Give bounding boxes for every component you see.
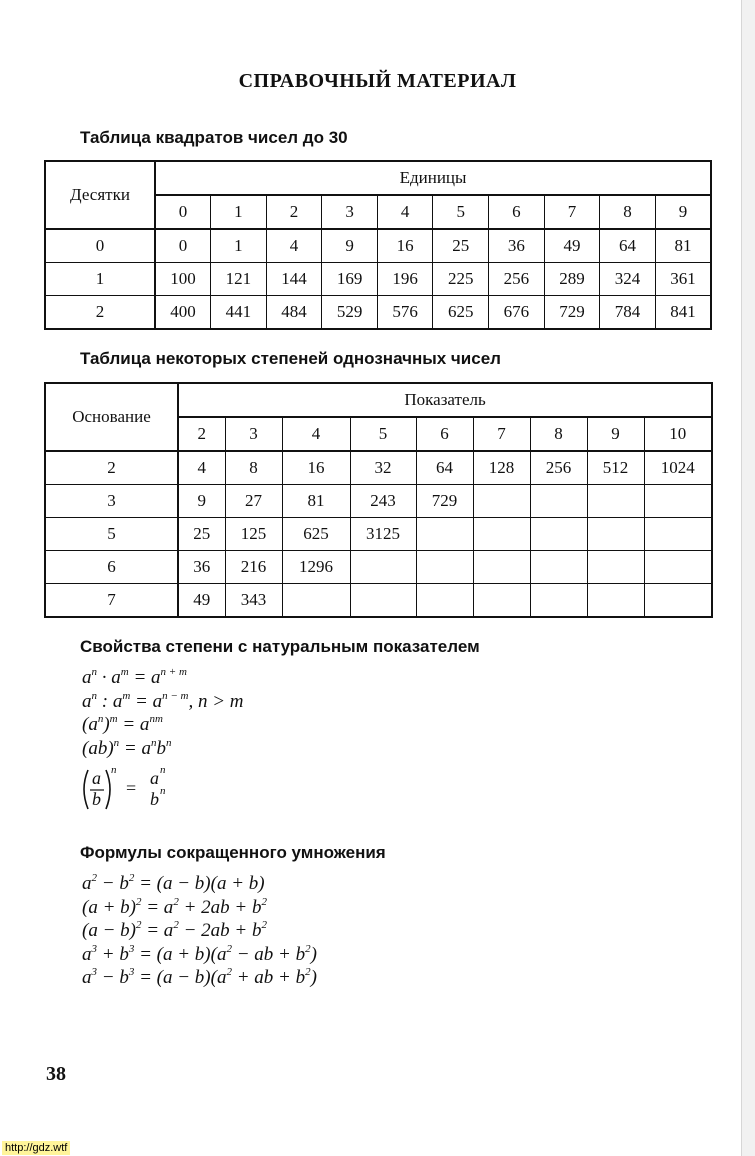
powers-row-label: 5 [45,518,178,551]
formula-square-of-sum: $(a + b)^2 = a^2 + 2ab + b^2$ [82,895,267,918]
table-cell: 3125 [350,518,416,551]
powers-table [44,382,713,618]
table-cell [473,518,530,551]
table-cell [416,584,473,618]
formulas-heading: Формулы сокращенного умножения [80,843,386,862]
table-row [45,229,711,263]
properties-heading: Свойства степени с натуральным показателем [80,637,480,656]
squares-row-label: 2 [45,296,155,330]
formula-square-of-difference: $(a - b)^2 = a^2 - 2ab + b^2$ [82,919,267,941]
powers-col-1: 3 [225,417,282,451]
powers-row-label: 2 [45,451,178,485]
table-cell: 256 [530,451,587,485]
table-cell: 4 [266,229,322,263]
table-cell: 1 [211,229,267,263]
table-cell: 16 [282,451,350,485]
table-cell: 4 [178,451,225,485]
table-cell: 289 [544,263,600,296]
table-cell: 81 [655,229,711,263]
property-power-of-power: $(a^n)^m = a^{nm}$ [82,713,163,735]
powers-col-6: 8 [530,417,587,451]
squares-col-4: 4 [377,195,433,229]
table-cell: 8 [225,451,282,485]
table-cell: 196 [377,263,433,296]
page-title: СПРАВОЧНЫЙ МАТЕРИАЛ [238,70,517,92]
powers-col-0: 2 [178,417,225,451]
table-row [45,551,712,584]
table-cell: 1024 [644,451,712,485]
powers-col-8: 10 [644,417,712,451]
table-cell [644,518,712,551]
table-cell: 243 [350,485,416,518]
table-cell [473,485,530,518]
table-row [45,263,711,296]
properties-formulas [82,666,244,760]
table-row [45,518,712,551]
squares-col-6: 6 [489,195,545,229]
table-cell: 484 [266,296,322,330]
powers-heading: Таблица некоторых степеней однозначных чисел [80,349,501,368]
squares-col-header: Единицы [155,161,711,195]
table-cell: 324 [600,263,656,296]
powers-col-7: 9 [587,417,644,451]
table-cell: 529 [322,296,378,330]
table-cell: 576 [377,296,433,330]
powers-row-label: 7 [45,584,178,618]
powers-row-label: 3 [45,485,178,518]
squares-col-2: 2 [266,195,322,229]
table-row [45,584,712,618]
squares-col-3: 3 [322,195,378,229]
squares-col-9: 9 [655,195,711,229]
table-cell [644,551,712,584]
table-row [45,451,712,485]
powers-col-5: 7 [473,417,530,451]
table-row [45,485,712,518]
table-cell: 144 [266,263,322,296]
table-cell: 36 [489,229,545,263]
squares-heading: Таблица квадратов чисел до 30 [80,128,348,147]
table-cell [644,485,712,518]
table-row [45,296,711,330]
table-cell [473,551,530,584]
table-cell: 64 [416,451,473,485]
squares-row-label: 1 [45,263,155,296]
table-cell [587,551,644,584]
table-cell: 128 [473,451,530,485]
table-cell: 169 [322,263,378,296]
table-cell: 676 [489,296,545,330]
table-cell: 25 [178,518,225,551]
table-cell: 9 [322,229,378,263]
table-cell [587,584,644,618]
table-cell: 121 [211,263,267,296]
table-cell: 225 [433,263,489,296]
table-cell [416,518,473,551]
table-cell [530,485,587,518]
squares-col-5: 5 [433,195,489,229]
table-cell [530,584,587,618]
table-cell: 49 [544,229,600,263]
powers-row-label: 6 [45,551,178,584]
table-cell: 729 [416,485,473,518]
table-cell: 841 [655,296,711,330]
table-cell: 343 [225,584,282,618]
powers-col-header: Показатель [178,383,712,417]
table-cell: 100 [155,263,211,296]
property-power-of-product: $(ab)^n = a^nb^n$ [82,736,172,759]
table-cell [587,518,644,551]
table-cell [282,584,350,618]
formula-sum-of-cubes: $a^3 + b^3 = (a + b)(a^2$ − ab + $b^2$) [82,942,317,965]
squares-col-8: 8 [600,195,656,229]
table-cell: 27 [225,485,282,518]
table-cell [530,518,587,551]
formula-difference-of-squares: $a^2 - b^2 = (a - b)(a + b)$ [82,872,265,894]
table-cell: 216 [225,551,282,584]
table-cell [644,584,712,618]
table-cell: 0 [155,229,211,263]
table-cell: 441 [211,296,267,330]
table-cell: 49 [178,584,225,618]
table-cell: 784 [600,296,656,330]
table-cell: 729 [544,296,600,330]
table-cell [530,551,587,584]
property-quotient: $a^n$ : $a^m = a^{n - m}$, n > m [82,689,244,712]
table-cell: 64 [600,229,656,263]
table-cell: 81 [282,485,350,518]
squares-row-label: 0 [45,229,155,263]
table-cell: 1296 [282,551,350,584]
table-cell: 625 [433,296,489,330]
table-cell: 16 [377,229,433,263]
table-cell: 125 [225,518,282,551]
powers-col-4: 6 [416,417,473,451]
squares-col-0: 0 [155,195,211,229]
table-cell: 32 [350,451,416,485]
table-cell: 512 [587,451,644,485]
formula-difference-of-cubes: $a^3 - b^3 = (a - b)(a^2$ + ab + $b^2$) [82,966,317,988]
page-number: 38 [46,1063,66,1085]
powers-col-3: 5 [350,417,416,451]
table-cell: 361 [655,263,711,296]
table-cell: 36 [178,551,225,584]
squares-table [44,160,712,330]
squares-row-header: Десятки [45,161,155,229]
table-cell: 625 [282,518,350,551]
table-cell: 9 [178,485,225,518]
squares-col-7: 7 [544,195,600,229]
property-power-of-quotient: a b n = a n b n [80,768,200,810]
squares-col-1: 1 [211,195,267,229]
table-cell [416,551,473,584]
multiplication-formulas [82,872,317,990]
table-cell: 25 [433,229,489,263]
page-edge [741,0,755,1156]
table-cell [350,551,416,584]
property-product: $a^n \cdot a^m = a^{n + m}$ [82,666,187,688]
table-cell [473,584,530,618]
table-cell: 256 [489,263,545,296]
table-cell [587,485,644,518]
powers-col-2: 4 [282,417,350,451]
table-cell: 400 [155,296,211,330]
watermark-link[interactable]: http://gdz.wtf [2,1141,70,1155]
powers-row-header: Основание [45,383,178,451]
table-cell [350,584,416,618]
